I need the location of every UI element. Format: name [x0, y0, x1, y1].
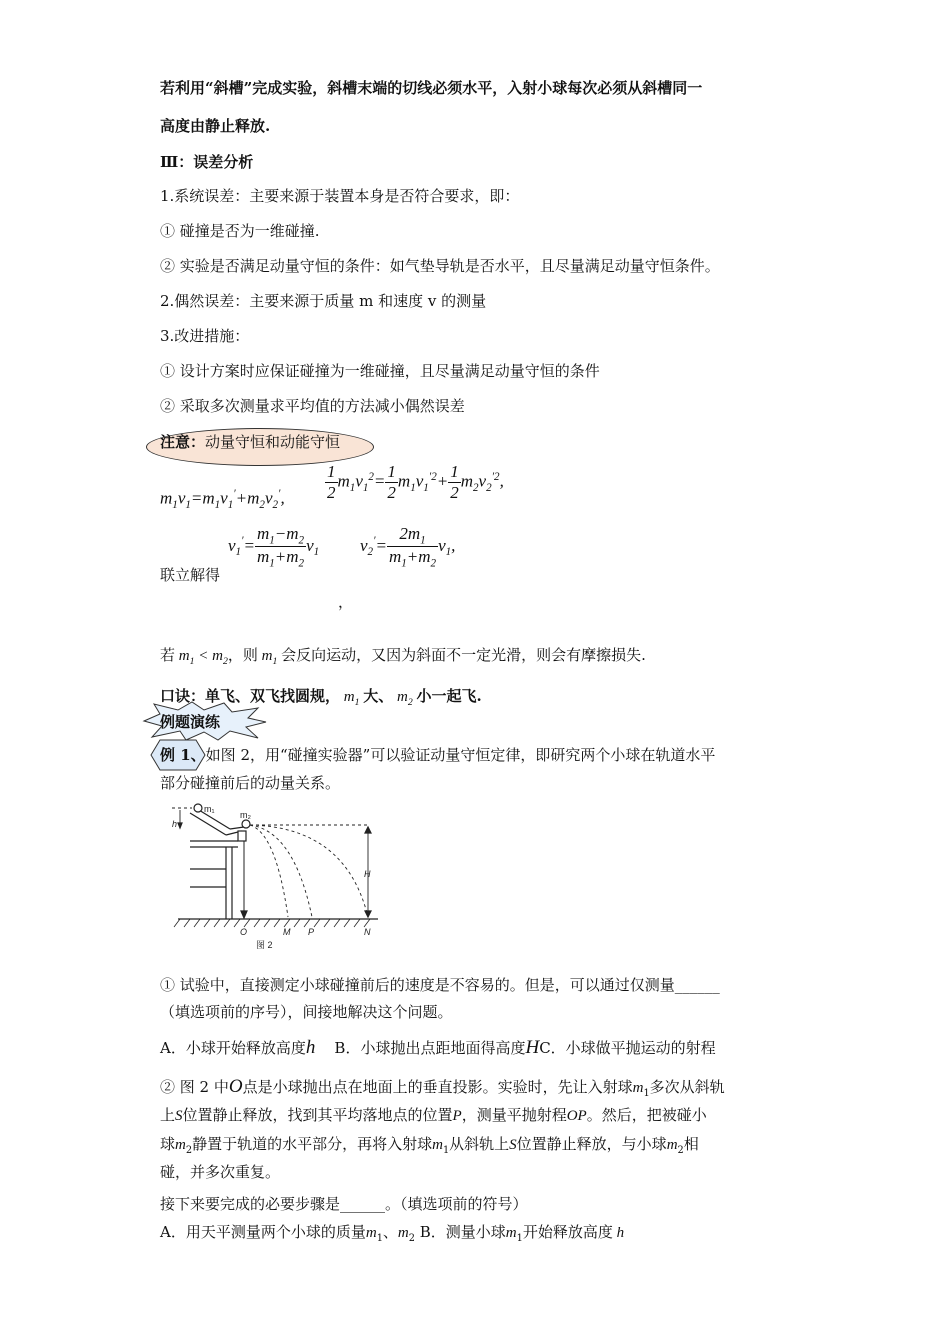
text-line: ② 实验是否满足动量守恒的条件：如气垫导轨是否水平，且尽量满足动量守恒条件。 [160, 257, 720, 275]
figure-label: m₂ [240, 810, 251, 820]
text-line: ① 设计方案时应保证碰撞为一维碰撞，且尽量满足动量守恒的条件 [160, 362, 600, 380]
section-heading: Ⅲ：误差分析 [160, 153, 254, 171]
note-text: 注意：动量守恒和动能守恒 [160, 433, 341, 451]
text-line: 3.改进措施： [160, 327, 250, 345]
examples-label: 例题演练 [160, 713, 221, 731]
v1-solution: $v_1'=$ $\frac{m_1-m_2}{m_1+m_2}$ $v_1$ [228, 524, 320, 570]
collision-apparatus-figure [168, 803, 383, 953]
figure-label: h [172, 819, 178, 829]
figure-label: O [240, 927, 248, 937]
question-line: （填选项前的序号），间接地解决这个问题。 [160, 1003, 453, 1021]
options-line: A．小球开始释放高度h B．小球抛出点距地面得高度HC．小球做平抛运动的射程 [160, 1037, 716, 1058]
question-line: 接下来要完成的必要步骤是______。（填选项前的符号） [160, 1195, 528, 1213]
figure-label: M [283, 927, 291, 937]
text-line: 若利用“斜槽”完成实验，斜槽末端的切线必须水平，入射小球每次必须从斜槽同一 [160, 79, 703, 97]
text-line: 高度由静止释放. [160, 117, 271, 135]
question-line: ② 图 2 中O点是小球抛出点在地面上的垂直投影。实验时，先让入射球$m_1$多次从斜轨 [160, 1076, 725, 1099]
figure-label: m₁ [204, 804, 215, 814]
solve-label: 联立解得 [160, 566, 221, 584]
momentum-equation: $m_1v_1=m_1v_1'+m_2v_2'$, [160, 488, 285, 512]
figure-label: P [308, 927, 315, 937]
options-line: A．用天平测量两个小球的质量$m_1$、$m_2$ B．测量小球$m_1$开始释放高度 h [160, 1223, 625, 1244]
text-line: 1.系统误差：主要来源于装置本身是否符合要求，即： [160, 187, 520, 205]
v2-solution: $v_2'=$ $\frac{2m_1}{m_1+m_2}$ $v_1$, [360, 524, 456, 570]
text-line: 2.偶然误差：主要来源于质量 m 和速度 v 的测量 [160, 292, 487, 310]
figure-caption: 图 2 [256, 940, 273, 950]
mnemonic-line: 口诀：单飞、双飞找圆规， $m_1$ 大、 $m_2$ 小一起飞. [160, 687, 482, 708]
energy-equation: $\frac{1}{2}$ $m_1v_1^2=$ $\frac{1}{2}$ $m_1v_1^{'2}+$ $\frac{1}{2}$ $m_2v_2^{'2}$, [327, 462, 504, 502]
text-line: ② 采取多次测量求平均值的方法减小偶然误差 [160, 397, 465, 415]
question-line: 碰，并多次重复。 [160, 1163, 281, 1181]
text-line: ① 碰撞是否为一维碰撞. [160, 222, 320, 240]
example-1-line: 例 1、如图 2，用“碰撞实验器”可以验证动量守恒定律，即研究两个小球在轨道水平 [160, 746, 716, 764]
question-line: 球$m_2$静置于轨道的水平部分，再将入射球$m_1$从斜轨上S位置静止释放，与小球$m_2$相 [160, 1135, 699, 1156]
figure-label: H [364, 869, 371, 879]
figure-label: N [364, 927, 371, 937]
comma: ， [338, 593, 354, 611]
question-line: ① 试验中，直接测定小球碰撞前后的速度是不容易的。但是，可以通过仅测量______ [160, 976, 720, 994]
question-line: 上S位置静止释放，找到其平均落地点的位置P，测量平抛射程OP。然后，把被碰小 [160, 1106, 707, 1124]
if-line: 若 $m_1 < m_2$，则 $m_1$ 会反向运动，又因为斜面不一定光滑，则会有摩擦损失. [160, 646, 646, 667]
text-line: 部分碰撞前后的动量关系。 [160, 774, 341, 792]
